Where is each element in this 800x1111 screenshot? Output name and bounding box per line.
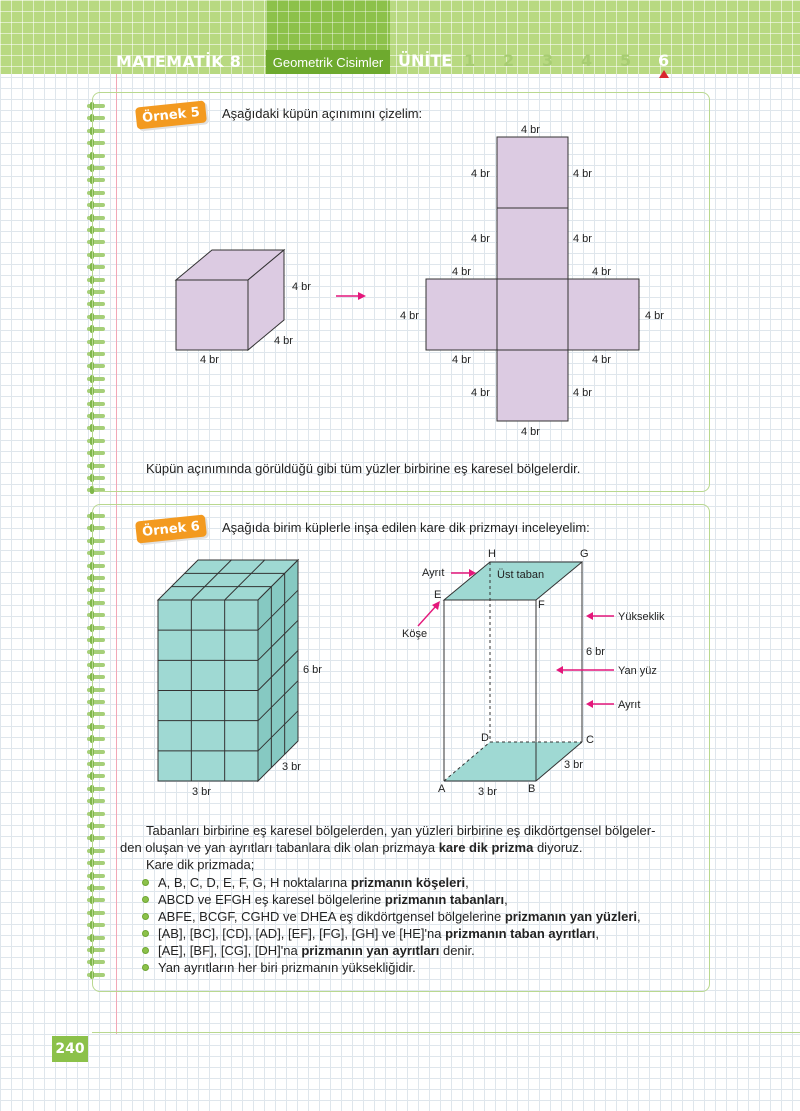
net-label: 4 br <box>471 168 490 180</box>
paragraph-line-1: Tabanları birbirine eş karesel bölgelerden, yan yüzleri birbirine eş dikdörtgensel bölgeler- <box>146 823 656 838</box>
net-label: 4 br <box>592 354 611 366</box>
vertex-B: B <box>528 783 536 795</box>
net-label-bottom: 4 br <box>521 426 540 438</box>
list-item: [AB], [BC], [CD], [AD], [EF], [FG], [GH] ve [HE]'na prizmanın taban ayrıtları, <box>142 925 712 942</box>
bullet-icon <box>142 896 149 903</box>
term-kare-dik-prizma: kare dik prizma <box>438 840 534 855</box>
label-height-value: 6 br <box>586 646 605 658</box>
label-bc-value: 3 br <box>564 759 583 771</box>
cube-label-bottom: 4 br <box>200 354 219 366</box>
paragraph-line-2-end: diyoruz. <box>533 840 583 855</box>
bullet-icon <box>142 930 149 937</box>
unit-cube-prism <box>158 560 298 781</box>
bullet-icon <box>142 879 149 886</box>
vertex-E: E <box>434 589 442 601</box>
label-yan-yuz: Yan yüz <box>618 665 657 677</box>
prism-bottom-base <box>444 742 582 781</box>
definition-paragraph <box>120 822 700 873</box>
net-label: 4 br <box>400 310 419 322</box>
block-label-width: 3 br <box>192 786 211 798</box>
cube-label-depth: 4 br <box>274 335 293 347</box>
prism-top-base <box>444 562 582 600</box>
net-label: 4 br <box>645 310 664 322</box>
net-label: 4 br <box>471 387 490 399</box>
list-item: [AE], [BF], [CG], [DH]'na prizmanın yan ayrıtları denir. <box>142 942 712 959</box>
unit-number-3: 3 <box>542 51 554 70</box>
label-kose: Köşe <box>402 628 428 640</box>
net-label: 4 br <box>573 168 592 180</box>
footer-line <box>92 1032 800 1033</box>
page-number: 240 <box>52 1036 88 1062</box>
cube-label-right: 4 br <box>292 281 311 293</box>
label-yukseklik: Yükseklik <box>618 611 665 623</box>
example-5-badge: Örnek 5 <box>135 100 207 129</box>
book-title: MATEMATİK 8 <box>116 52 242 71</box>
unit-number-4: 4 <box>581 51 593 70</box>
label-ust-taban: Üst taban <box>497 569 545 581</box>
vertex-D: D <box>481 732 489 744</box>
example-6-badge: Örnek 6 <box>135 514 207 543</box>
definition-bullet-list <box>142 874 712 976</box>
block-label-depth: 3 br <box>282 761 301 773</box>
paragraph-line-2-start: den oluşan ve yan ayrıtları tabanlara dik olan prizmaya <box>120 840 439 855</box>
block-label-height: 6 br <box>303 664 322 676</box>
bullet-icon <box>142 913 149 920</box>
vertex-F: F <box>538 599 545 611</box>
paragraph-line-3: Kare dik prizmada; <box>146 857 255 872</box>
net-label: 4 br <box>471 233 490 245</box>
label-ayrit-right: Ayrıt <box>618 699 641 711</box>
vertex-G: G <box>580 548 589 560</box>
unite-label: ÜNİTE <box>398 51 453 70</box>
example-6-prompt: Aşağıda birim küplerle inşa edilen kare dik prizmayı inceleyelim: <box>222 520 590 535</box>
unit-number-5: 5 <box>620 51 632 70</box>
list-item: ABCD ve EFGH eş karesel bölgelerine prizmanın tabanları, <box>142 891 712 908</box>
net-label-top: 4 br <box>521 124 540 136</box>
net-label: 4 br <box>452 266 471 278</box>
list-item: Yan ayrıtların her biri prizmanın yüksekliğidir. <box>142 959 712 976</box>
vertex-C: C <box>586 734 594 746</box>
vertex-A: A <box>438 783 446 795</box>
unit-number-1: 1 <box>464 51 476 70</box>
paragraph-line-2 <box>120 839 700 856</box>
example-5-conclusion: Küpün açınımında görüldüğü gibi tüm yüzler birbirine eş karesel bölgelerdir. <box>146 461 581 476</box>
label-ab-value: 3 br <box>478 786 497 798</box>
example-5-prompt: Aşağıdaki küpün açınımını çizelim: <box>222 106 423 121</box>
unit-number-2: 2 <box>503 51 515 70</box>
vertex-H: H <box>488 548 496 560</box>
label-ayrit-top: Ayrıt <box>422 567 445 579</box>
net-label: 4 br <box>592 266 611 278</box>
bullet-icon <box>142 964 149 971</box>
list-item: ABFE, BCGF, CGHD ve DHEA eş dikdörtgensel bölgelerine prizmanın yan yüzleri, <box>142 908 712 925</box>
unit-number-6-active: 6 <box>658 51 670 70</box>
net-label: 4 br <box>573 233 592 245</box>
unit-name: Geometrik Cisimler <box>266 50 390 74</box>
net-label: 4 br <box>573 387 592 399</box>
list-item: A, B, C, D, E, F, G, H noktalarına prizmanın köşeleri, <box>142 874 712 891</box>
net-label: 4 br <box>452 354 471 366</box>
bullet-icon <box>142 947 149 954</box>
